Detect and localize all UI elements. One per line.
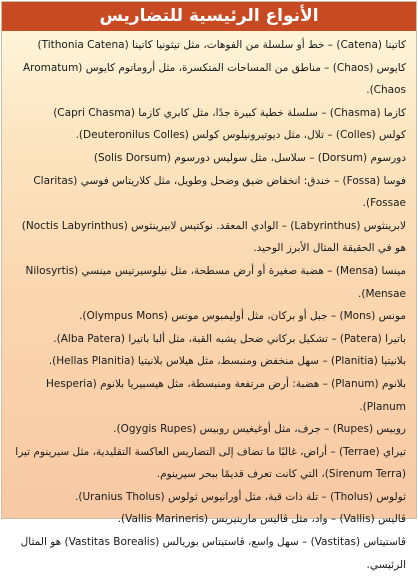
list-item: بلانيتيا (Planitia) – سهل منخفض ومنبسط، مثل هيلاس بلانيتيا (Hellas Planitia). (48, 355, 406, 368)
list-item: مونس (Mons) – جبل أو بركان، مثل أوليمبوس مونس (Olympus Mons). (79, 310, 406, 323)
list-item: ثولوس (Tholus) – تلة ذات قبة، مثل أورانيوس ثولوس (Uranius Tholus). (75, 490, 406, 503)
landforms-card (1, 1, 417, 571)
list-item: كايوس (Chaos) – مناطق من المساحات المتكسرة، مثل أروماتوم كايوس (Aromatum Chaos). (22, 61, 406, 97)
list-item: مينسا (Mensa) – هضبة صغيرة أو أرض مسطحة، مثل نيلوسيرتيس مينسي (Nilosyrtis Mensae). (25, 264, 406, 300)
list-item: ڤاستيتاس (Vastitas) – سهل واسع، ڤاستيتاس بوريالس (Vastitas Borealis) هو المثال الرئيسي. (20, 536, 406, 571)
list-item: روبيس (Rupes) – جرف، مثل أوغيغيس روبيس (Ogygis Rupes). (113, 423, 406, 436)
list-item: ڤاليس (Vallis) – واد، مثل ڤاليس مارينيريس (Vallis Marineris). (117, 513, 406, 526)
list-item: كولس (Colles) – تلال، مثل ديوتيرونيلوس كولس (Deuteronilus Colles). (75, 129, 406, 142)
list-item: دورسوم (Dorsum) – سلاسل، مثل سوليس دورسوم (Solis Dorsum) (93, 151, 406, 164)
card-title: الأنواع الرئيسية للتضاريس (2, 2, 416, 31)
list-item: كازما (Chasma) – سلسلة خطية كبيرة جدًا، مثل كابري كازما (Capri Chasma) (53, 106, 406, 119)
list-item: تيراي (Terrae) – أراض، غالبًا ما تضاف إلى التضاريس العاكسة التقليدية، مثل سيرينوم تيرا (Sirenum Terra)، التي كانت تعرف قديمًا ببحر سيرينوم. (15, 445, 406, 481)
list-item: باتيرا (Patera) – تشكيل بركاني ضحل يشبه القبة، مثل ألبا باتيرا (Alba Patera). (53, 332, 406, 345)
list-item: كاتينا (Catena) – خط أو سلسلة من الفوهات، مثل تيثونيا كاتينا (Tithonia Catena) (37, 39, 406, 51)
list-item: بلانوم (Planum) – هضبة: أرض مرتفعة ومنبسطة، مثل هيسبيريا بلانوم (Hesperia Planum). (46, 377, 406, 413)
list-item: لابرينثوس (Labyrinthus) – الوادي المعقد. نوكتيس لابيرينثوس (Noctis Labyrinthus) هو في الحقيقة المثال الأبرز الوحيد. (21, 219, 406, 255)
entries-list (2, 31, 416, 576)
list-item: فوسا (Fossa) – خندق: انخفاض ضيق وضحل وطويل، مثل كلاريتاس فوسي (Claritas Fossae). (33, 174, 406, 210)
